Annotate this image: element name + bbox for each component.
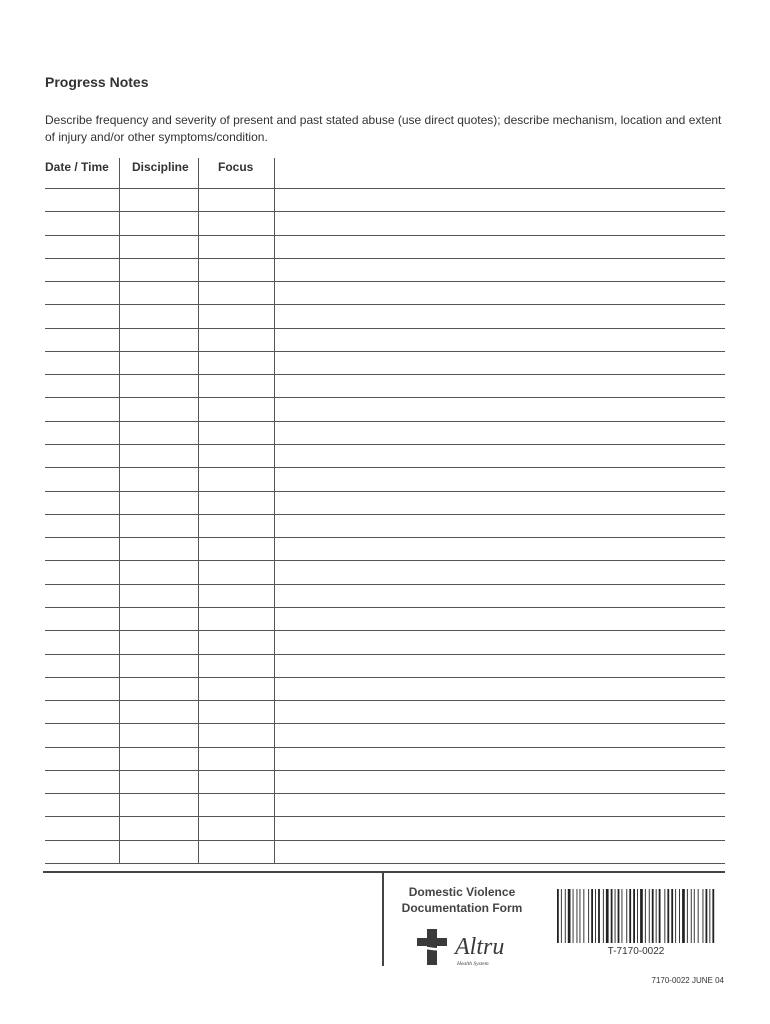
row-line (45, 374, 725, 375)
barcode-bar (694, 889, 695, 943)
barcode-bar (703, 889, 704, 943)
row-line (45, 328, 725, 329)
barcode-bar (580, 889, 581, 943)
row-line (45, 467, 725, 468)
barcode (556, 889, 716, 943)
row-line (45, 235, 725, 236)
progress-notes-table (45, 156, 725, 864)
barcode-bar (656, 889, 657, 943)
column-divider-3 (274, 158, 275, 864)
barcode-bar (633, 889, 635, 943)
barcode-bar (583, 889, 584, 943)
barcode-bar (611, 889, 613, 943)
header-focus: Focus (218, 160, 254, 174)
column-divider-1 (119, 158, 120, 864)
row-line (45, 700, 725, 701)
row-line (45, 211, 725, 212)
row-line (45, 421, 725, 422)
row-line (45, 630, 725, 631)
barcode-bar (675, 889, 676, 943)
barcode-bar (557, 889, 559, 943)
barcode-bar (640, 889, 643, 943)
barcode-bar (615, 889, 616, 943)
form-code: 7170-0022 JUNE 04 (651, 976, 724, 985)
barcode-bar (573, 889, 574, 943)
row-line (45, 607, 725, 608)
barcode-bar (588, 889, 589, 943)
barcode-number: T-7170-0022 (607, 946, 665, 957)
row-line (45, 560, 725, 561)
barcode-bar (664, 889, 665, 943)
barcode-bar (671, 889, 673, 943)
barcode-bar (577, 889, 578, 943)
barcode-bar (618, 889, 620, 943)
barcode-bar (652, 889, 654, 943)
logo-wordmark: Altru (455, 934, 505, 960)
barcode-bar (682, 889, 685, 943)
row-line (45, 444, 725, 445)
row-line (45, 793, 725, 794)
barcode-bar (637, 889, 638, 943)
row-line (45, 654, 725, 655)
barcode-bar (561, 889, 562, 943)
barcode-bar (598, 889, 600, 943)
instructions-text: Describe frequency and severity of present and past stated abuse (use direct quotes); describe mechanism, location and extent of injury and/or other symptoms/condition. (45, 113, 722, 144)
header-discipline: Discipline (132, 160, 189, 174)
column-divider-2 (198, 158, 199, 864)
barcode-bar (603, 889, 604, 943)
row-line (45, 188, 725, 189)
barcode-bar (706, 889, 708, 943)
barcode-bar (626, 889, 627, 943)
form-title-line-2: Documentation Form (401, 901, 523, 915)
row-line (45, 863, 725, 864)
barcode-bar (709, 889, 710, 943)
barcode-bar (629, 889, 631, 943)
barcode-bar (606, 889, 609, 943)
row-line (45, 351, 725, 352)
row-line (45, 584, 725, 585)
barcode-bar (622, 889, 623, 943)
row-line (45, 397, 725, 398)
row-line (45, 258, 725, 259)
row-line (45, 491, 725, 492)
barcode-bar (667, 889, 669, 943)
logo-subtext: Health System (457, 961, 489, 967)
footer-divider (382, 873, 384, 966)
row-line (45, 677, 725, 678)
header-date-time: Date / Time (45, 160, 109, 174)
row-line (45, 840, 725, 841)
barcode-bar (565, 889, 566, 943)
row-line (45, 304, 725, 305)
barcode-bar (679, 889, 680, 943)
row-line (45, 770, 725, 771)
row-line (45, 281, 725, 282)
barcode-bar (712, 889, 714, 943)
row-line (45, 723, 725, 724)
footer-rule (43, 871, 725, 873)
row-line (45, 816, 725, 817)
row-line (45, 537, 725, 538)
barcode-bar (649, 889, 650, 943)
barcode-bar (698, 889, 699, 943)
row-line (45, 747, 725, 748)
form-title (386, 884, 538, 916)
barcode-bar (691, 889, 692, 943)
barcode-bar (645, 889, 646, 943)
form-title-line-1: Domestic Violence (408, 885, 516, 899)
altru-cross-icon (415, 927, 525, 967)
barcode-bar (595, 889, 596, 943)
barcode-bar (591, 889, 593, 943)
barcode-bar (687, 889, 688, 943)
barcode-bar (659, 889, 661, 943)
page-title: Progress Notes (45, 74, 149, 90)
row-line (45, 514, 725, 515)
barcode-bar (568, 889, 571, 943)
altru-logo (415, 927, 525, 967)
